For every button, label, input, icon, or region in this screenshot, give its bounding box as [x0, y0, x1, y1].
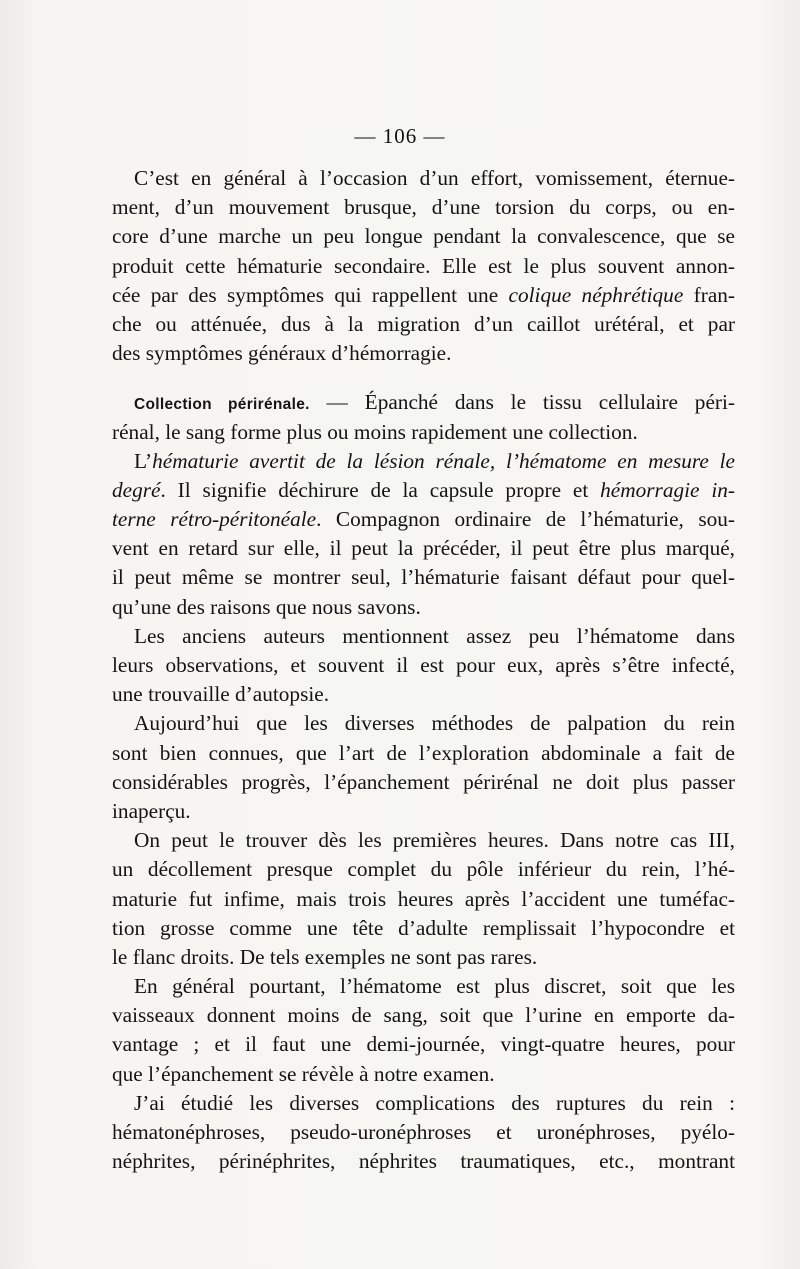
paragraph-1: [112, 164, 735, 368]
italic-term: degré: [112, 477, 161, 502]
text-line: [112, 447, 735, 476]
text-line: C’est en général à l’occasion d’un effort, vomissement, éternue-: [134, 166, 735, 190]
text-line: le flanc droits. De tels exemples ne sont pas rares.: [112, 944, 538, 969]
paragraph-7: [112, 972, 735, 1089]
text-segment: L’: [134, 448, 153, 473]
text-line: J’ai étudié les diverses complications des ruptures du rein :: [134, 1090, 735, 1115]
text-line: che ou atténuée, dus à la migration d’un caillot urétéral, et par: [112, 311, 735, 336]
italic-term: colique néphrétique: [508, 282, 684, 307]
text-line: ment, d’un mouvement brusque, d’une torsion du corps, ou en-: [112, 195, 735, 220]
text-line: qu’une des raisons que nous savons.: [112, 594, 421, 619]
text-line: tion grosse comme une tête d’adulte remplissait l’hypocondre et: [112, 915, 735, 940]
text-segment: fran-: [683, 282, 736, 307]
text-line: produit cette hématurie secondaire. Elle est le plus souvent annon-: [112, 253, 735, 278]
text-segment: . Il signifie déchirure de la capsule propre et: [160, 477, 601, 502]
text-line: une trouvaille d’autopsie.: [112, 682, 330, 707]
text-line: inaperçu.: [112, 798, 191, 823]
text-line: Aujourd’hui que les diverses méthodes de palpation du rein: [134, 711, 735, 736]
text-line: leurs observations, et souvent il est pour eux, après s’être infecté,: [112, 653, 735, 677]
paragraph-8: [112, 1089, 735, 1177]
text-line: [112, 505, 735, 534]
text-line: néphrites, périnéphrites, néphrites traumatiques, etc., montrant: [112, 1149, 735, 1174]
text-line: [112, 388, 735, 417]
text-segment: . Compagnon ordinaire de l’hématurie, sou-: [316, 507, 735, 532]
paragraph-2: [112, 388, 735, 446]
text-line: [112, 281, 735, 310]
text-line: que l’épanchement se révèle à notre examen.: [112, 1061, 495, 1086]
text-segment: cée par des symptômes qui rappellent une: [112, 282, 509, 307]
text-line: rénal, le sang forme plus ou moins rapidement une collection.: [112, 419, 638, 444]
text-line: [112, 476, 735, 505]
text-line: des symptômes généraux d’hémorragie.: [112, 341, 452, 366]
text-line: vantage ; et il faut une demi-journée, vingt-quatre heures, pour: [112, 1032, 735, 1057]
page-number: — 106 —: [354, 124, 446, 148]
paragraph-3: [112, 447, 735, 622]
paragraph-6: [112, 826, 735, 972]
text-line: un décollement presque complet du pôle inférieur du rein, l’hé-: [112, 857, 735, 882]
text-line: En général pourtant, l’hématome est plus discret, soit que les: [134, 974, 735, 999]
text-line: considérables progrès, l’épanchement périrénal ne doit plus passer: [112, 769, 735, 794]
text-line: vent en retard sur elle, il peut la précéder, il peut être plus marqué,: [112, 536, 735, 561]
text-line: Les anciens auteurs mentionnent assez peu l’hématome dans: [134, 623, 735, 648]
text-line: core d’une marche un peu longue pendant la convalescence, que se: [112, 224, 735, 249]
text-line: hématonéphroses, pseudo-uronéphroses et uronéphroses, pyélo-: [112, 1120, 735, 1144]
section-heading: Collection périrénale.: [134, 396, 310, 414]
text-segment: — Épanché dans le tissu cellulaire péri-: [309, 390, 735, 415]
body-text: [112, 164, 735, 1176]
paragraph-4: [112, 622, 735, 710]
text-line: il peut même se montrer seul, l’hématurie faisant défaut pour quel-: [112, 565, 735, 590]
italic-term: hématurie avertit de la lésion rénale, l’hématome en mesure le: [152, 448, 735, 473]
text-line: maturie fut infime, mais trois heures après l’accident une tuméfac-: [112, 886, 735, 911]
text-line: On peut le trouver dès les premières heures. Dans notre cas III,: [134, 828, 735, 853]
italic-term: terne rétro-péritonéale: [112, 507, 317, 532]
text-line: sont bien connues, que l’art de l’exploration abdominale a fait de: [112, 740, 735, 765]
paragraph-5: [112, 709, 735, 826]
italic-term: hémorragie in-: [600, 477, 735, 502]
section-gap: [112, 368, 735, 388]
text-line: vaisseaux donnent moins de sang, soit que l’urine en emporte da-: [112, 1003, 735, 1028]
